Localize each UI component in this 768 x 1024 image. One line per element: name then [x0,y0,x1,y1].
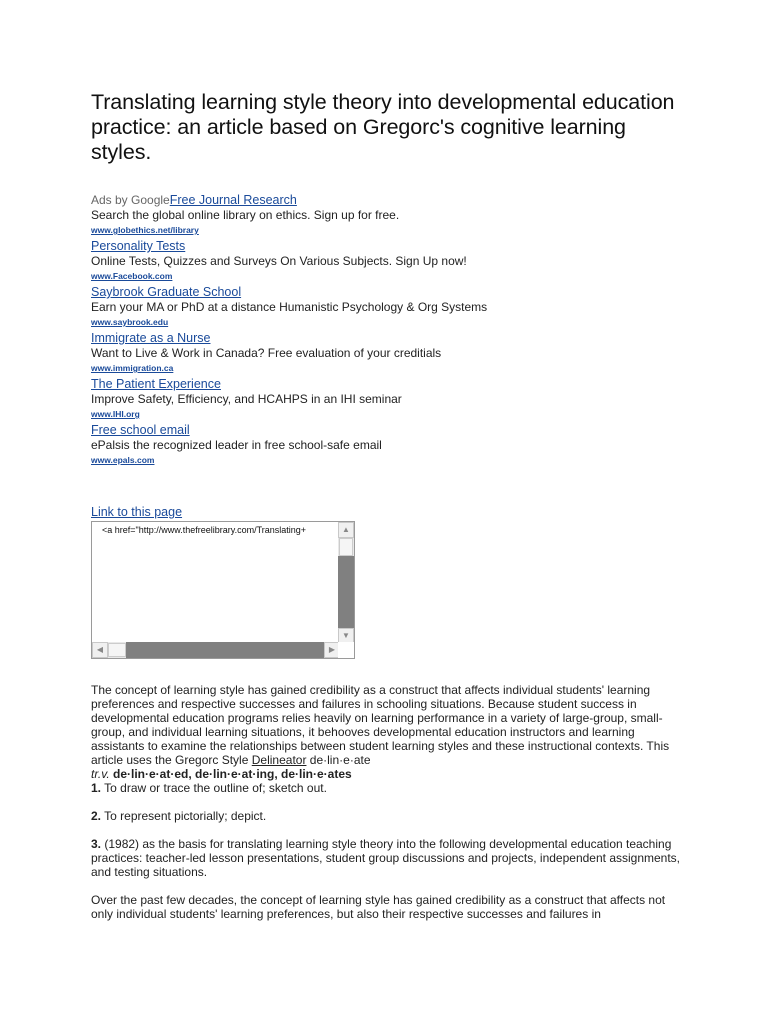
ad-title-link[interactable]: Free school email [91,423,190,437]
ad-description: Improve Safety, Efficiency, and HCAHPS in an IHI seminar [91,392,402,406]
definition-number: 1. [91,781,102,795]
vertical-scroll-thumb[interactable] [339,538,353,556]
ad-url-link[interactable]: www.immigration.ca [91,363,174,373]
pronunciation: de·lin·e·ate [309,753,371,767]
definition-2 [91,809,681,823]
delineator-link[interactable]: Delineator [251,753,307,767]
page [91,90,691,921]
ad-url-link[interactable]: www.globethics.net/library [91,225,199,235]
definition-1 [91,781,681,795]
ad-title-link[interactable]: Personality Tests [91,239,186,253]
paragraph-text: The concept of learning style has gained credibility as a construct that affects individual students' learning preferences and respective successes and failures in schooling situations. Because student success in developmental education programs relies heavily on learning performance in a variety of large-group, small-group, and individual learning situations, it behooves developmental education instructors and learning assistants to examine the relationships between student learning styles and these instructional contexts. This article uses the Gregorc Style [91,683,670,767]
page-title: Translating learning style theory into developmental education practice: an article based on Gregorc's cognitive learning styles. [91,90,675,164]
scroll-up-arrow-icon[interactable]: ▲ [338,522,354,538]
scroll-left-arrow-icon[interactable]: ◀ [92,642,108,658]
ad-description: ePalsis the recognized leader in free school-safe email [91,438,382,452]
vertical-scrollbar[interactable] [338,522,354,644]
definition-forms [91,767,681,781]
ad-title-link[interactable]: The Patient Experience [91,377,221,391]
definition-text: To represent pictorially; depict. [104,809,267,823]
ad-item [91,423,691,469]
definition-number: 3. [91,837,102,851]
word-forms: de·lin·e·at·ed, de·lin·e·at·ing, de·lin·e·ates [113,767,352,781]
ad-description: Earn your MA or PhD at a distance Humanistic Psychology & Org Systems [91,300,488,314]
scroll-down-arrow-icon[interactable]: ▼ [338,628,354,644]
part-of-speech: tr.v. [91,767,110,781]
ad-url-link[interactable]: www.epals.com [91,455,155,465]
definition-number: 2. [91,809,102,823]
article-paragraph [91,683,681,767]
ads-label[interactable]: Ads by Google [91,193,170,207]
ad-item [91,331,691,377]
ad-description: Search the global online library on ethics. Sign up for free. [91,208,400,222]
definition-text: To draw or trace the outline of; sketch out. [104,781,327,795]
ads-section [91,193,691,469]
vertical-scroll-track[interactable] [338,556,354,628]
ad-title-link[interactable]: Free Journal Research [169,193,297,207]
ad-url-link[interactable]: www.Facebook.com [91,271,173,281]
ad-title-link[interactable]: Saybrook Graduate School [91,285,242,299]
ad-description: Want to Live & Work in Canada? Free evaluation of your creditials [91,346,442,360]
ad-description: Online Tests, Quizzes and Surveys On Various Subjects. Sign Up now! [91,254,467,268]
ad-title-link[interactable]: Immigrate as a Nurse [91,331,211,345]
article-body [91,683,681,921]
ad-url-link[interactable]: www.saybrook.edu [91,317,169,327]
definition-3 [91,837,681,879]
ad-item [91,285,691,331]
scrollbar-corner [338,642,354,658]
link-to-page[interactable]: Link to this page [91,505,183,519]
horizontal-scroll-thumb[interactable] [108,643,126,657]
embed-code-text[interactable]: <a href="http://www.thefreelibrary.com/Translating+ [102,525,307,535]
ad-item [91,377,691,423]
horizontal-scroll-track[interactable] [126,642,324,658]
scroll-right-arrow-icon[interactable]: ▶ [324,642,340,658]
ad-item [91,193,691,239]
article-paragraph: Over the past few decades, the concept of learning style has gained credibility as a construct that affects not only individual students' learning preferences, but also their respective successes and failures in [91,893,666,921]
ad-url-link[interactable]: www.IHI.org [91,409,140,419]
horizontal-scrollbar[interactable] [92,642,340,658]
definition-text: (1982) as the basis for translating learning style theory into the following developmental education teaching practices: teacher-led lesson presentations, student group discussions and projects, independent assignments, and testing situations. [91,837,681,879]
embed-code-textarea[interactable] [91,521,355,659]
ad-item [91,239,691,285]
